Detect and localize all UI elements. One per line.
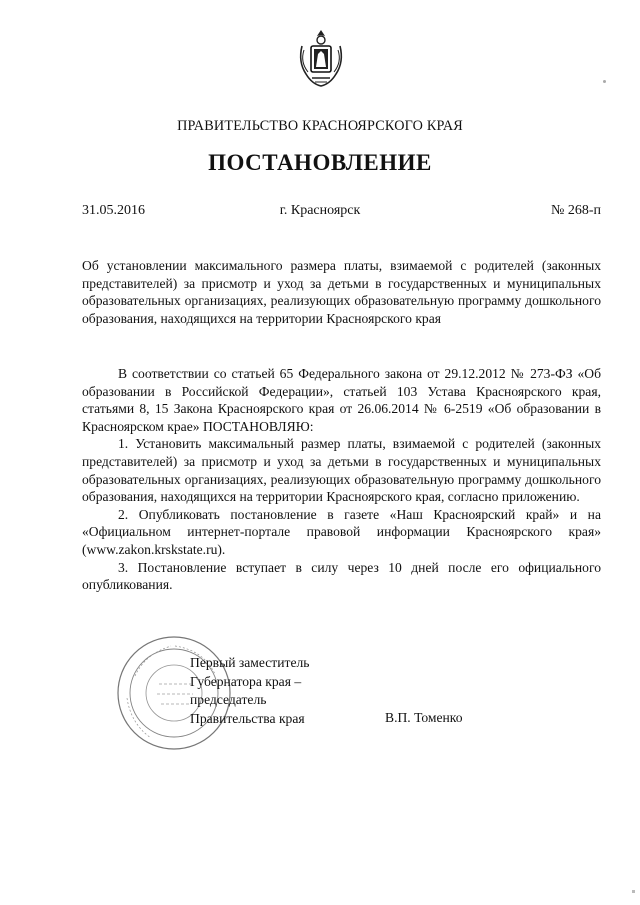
document-date: 31.05.2016 xyxy=(82,203,145,218)
clause-3-paragraph: 3. Постановление вступает в силу через 10 дней после его официального опубликования. xyxy=(82,559,601,593)
signatory-line-3: председатель xyxy=(190,692,267,707)
document-number: № 268-п xyxy=(550,203,601,218)
document-city: г. Красноярск xyxy=(279,203,361,218)
signatory-line-4: Правительства края xyxy=(190,710,305,726)
organization-name: ПРАВИТЕЛЬСТВО КРАСНОЯРСКОГО КРАЯ xyxy=(177,118,463,134)
clause-2-paragraph: 2. Опубликовать постановление в газете «Наш Красноярский край» и на «Официальном интернет-портале правовой информации Красноярского края» (www.zakon.krskstate.ru). xyxy=(82,506,601,557)
document-subject: Об установлении максимального размера платы, взимаемой с родителей (законных представителей) за присмотр и уход за детьми в государственных и муниципальных образовательных организациях, реализующих образовательную программу дошкольного образования, находящихся на территории Красноярского края xyxy=(82,258,601,326)
signatory-line-2: Губернатора края – xyxy=(190,673,302,689)
signatory-line-1: Первый заместитель xyxy=(190,655,310,670)
preamble-paragraph: В соответствии со статьей 65 Федерального закона от 29.12.2012 № 273-ФЗ «Об образовании в Российской Федерации», статьей 103 Устава Красноярского края, статьями 8, 15 Закона Красноярского края от 26.06.2014 № 6-2519 «Об образовании в Красноярском крае» ПОСТАНОВЛЯЮ: xyxy=(82,366,601,434)
scan-speck xyxy=(603,80,606,83)
document-body xyxy=(82,365,601,594)
signatory-position xyxy=(190,654,340,728)
clause-1-paragraph: 1. Установить максимальный размер платы, взимаемой с родителей (законных представителей) за присмотр и уход за детьми в государственных и муниципальных образовательных организациях, реализующих образовательную программу дошкольного образования, находящихся на территории Красноярского края, согласно приложению. xyxy=(82,436,601,505)
krasnoyarsk-coat-of-arms-icon xyxy=(296,28,346,88)
scan-speck xyxy=(632,890,635,893)
document-title: ПОСТАНОВЛЕНИЕ xyxy=(208,150,432,175)
signatory-name: В.П. Томенко xyxy=(385,710,463,725)
